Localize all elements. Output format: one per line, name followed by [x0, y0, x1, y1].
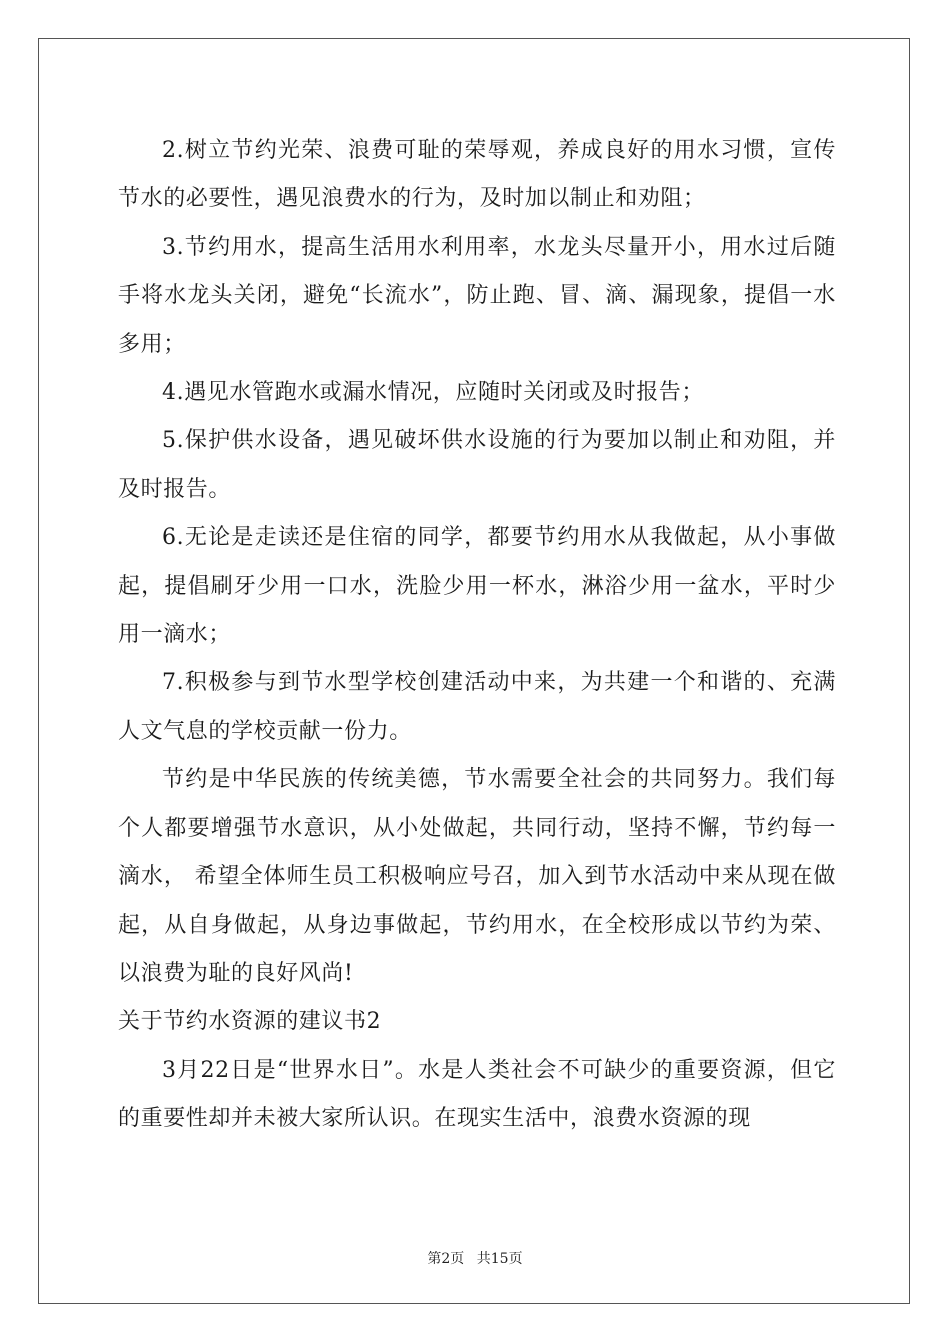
- paragraph-item-6: 6.无论是走读还是住宿的同学，都要节约用水从我做起，从小事做起，提倡刷牙少用一口水，洗脸少用一杯水，淋浴少用一盆水，平时少用一滴水；: [118, 525, 836, 648]
- paragraph-intro: 3月22日是“世界水日”。水是人类社会不可缺少的重要资源，但它的重要性却并未被大家所认识。在现实生活中，浪费水资源的现: [118, 1057, 836, 1132]
- paragraph-item-7: 7.积极参与到节水型学校创建活动中来，为共建一个和谐的、充满人文气息的学校贡献一份力。: [118, 670, 836, 744]
- document-body: [118, 127, 836, 1144]
- paragraph-conclusion: 节约是中华民族的传统美德，节水需要全社会的共同努力。我们每个人都要增强节水意识，从小处做起，共同行动，坚持不懈，节约每一滴水， 希望全体师生员工积极响应号召，加入到节水活动中来从现在做起，从自身做起，从身边事做起，节约用水，在全校形成以节约为荣、以浪费为耻的良好风尚!: [118, 767, 836, 986]
- page-footer: [0, 1248, 950, 1268]
- section-heading: 关于节约水资源的建议书2: [118, 1009, 382, 1035]
- page-number: 第2页: [427, 1251, 465, 1267]
- paragraph-item-3: 3.节约用水，提高生活用水利用率，水龙头尽量开小，用水过后随手将水龙头关闭，避免“长流水”，防止跑、冒、滴、漏现象，提倡一水多用；: [118, 234, 836, 357]
- paragraph-item-5: 5.保护供水设备，遇见破坏供水设施的行为要加以制止和劝阻，并及时报告。: [118, 428, 836, 502]
- paragraph-item-2: 2.树立节约光荣、浪费可耻的荣辱观，养成良好的用水习惯，宣传节水的必要性，遇见浪费水的行为，及时加以制止和劝阻；: [118, 138, 836, 212]
- page-total: 共15页: [476, 1251, 523, 1267]
- paragraph-item-4: 4.遇见水管跑水或漏水情况，应随时关闭或及时报告；: [162, 380, 704, 406]
